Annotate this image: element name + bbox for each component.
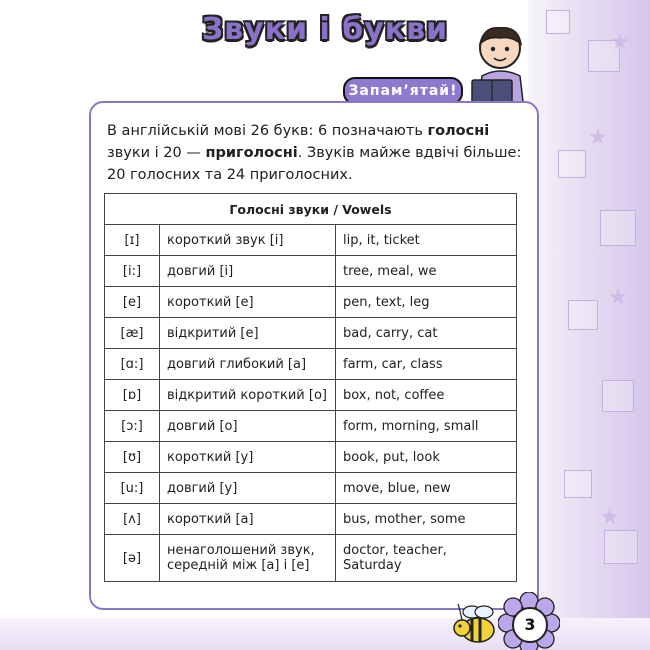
description-cell: короткий [а] [160,504,336,535]
intro-text-segment: . Звуків майже вдвічі більше: 20 голосних та 24 приголосних. [107,145,522,183]
examples-cell: bus, mother, some [336,504,517,535]
sound-cell: [ɔ:] [105,411,160,442]
description-cell: довгий [у] [160,473,336,504]
decorative-side-panel: ★ ★ ★ ★ [528,0,650,650]
table-body [105,225,517,582]
intro-text-segment: звуки і 20 — [107,145,206,161]
table-row [105,442,517,473]
table-row [105,535,517,582]
examples-cell: move, blue, new [336,473,517,504]
sound-cell: [ə] [105,535,160,582]
description-cell: короткий звук [і] [160,225,336,256]
sound-cell: [ɑ:] [105,349,160,380]
table-row [105,380,517,411]
bee-icon [450,600,502,648]
sound-cell: [ɒ] [105,380,160,411]
sound-cell: [e] [105,287,160,318]
intro-bold-text: приголосні [205,145,298,161]
intro-text-segment: В англійській мові 26 букв: 6 позначають [107,123,428,139]
sound-cell: [ʌ] [105,504,160,535]
examples-cell: box, not, coffee [336,380,517,411]
vowels-table [104,193,517,582]
examples-cell: form, morning, small [336,411,517,442]
sound-cell: [i:] [105,256,160,287]
examples-cell: bad, carry, cat [336,318,517,349]
description-cell: довгий [о] [160,411,336,442]
description-cell: довгий глибокий [а] [160,349,336,380]
table-row [105,225,517,256]
description-cell: ненаголошений звук, середній між [а] і [е] [160,535,336,582]
description-cell: короткий [е] [160,287,336,318]
examples-cell: pen, text, leg [336,287,517,318]
examples-cell: doctor, teacher, Saturday [336,535,517,582]
table-row [105,318,517,349]
sound-cell: [ʊ] [105,442,160,473]
remember-badge: Запам’ятай! [343,77,463,105]
sound-cell: [ɪ] [105,225,160,256]
table-row [105,349,517,380]
description-cell: короткий [у] [160,442,336,473]
examples-cell: farm, car, class [336,349,517,380]
description-cell: відкритий короткий [о] [160,380,336,411]
table-row [105,504,517,535]
boy-reading-icon [466,18,536,110]
table-row [105,473,517,504]
intro-bold-text: голосні [427,123,490,139]
table-row [105,411,517,442]
examples-cell: lip, it, ticket [336,225,517,256]
description-cell: довгий [і] [160,256,336,287]
examples-cell: book, put, look [336,442,517,473]
examples-cell: tree, meal, we [336,256,517,287]
sound-cell: [æ] [105,318,160,349]
page-title: Звуки і букви [201,12,449,47]
intro-text [107,120,525,186]
table-row [105,256,517,287]
sound-cell: [u:] [105,473,160,504]
page-number: 3 [512,607,548,643]
description-cell: відкритий [е] [160,318,336,349]
intro-paragraph [107,120,525,186]
table-row [105,287,517,318]
table-header: Голосні звуки / Vowels [105,194,517,225]
